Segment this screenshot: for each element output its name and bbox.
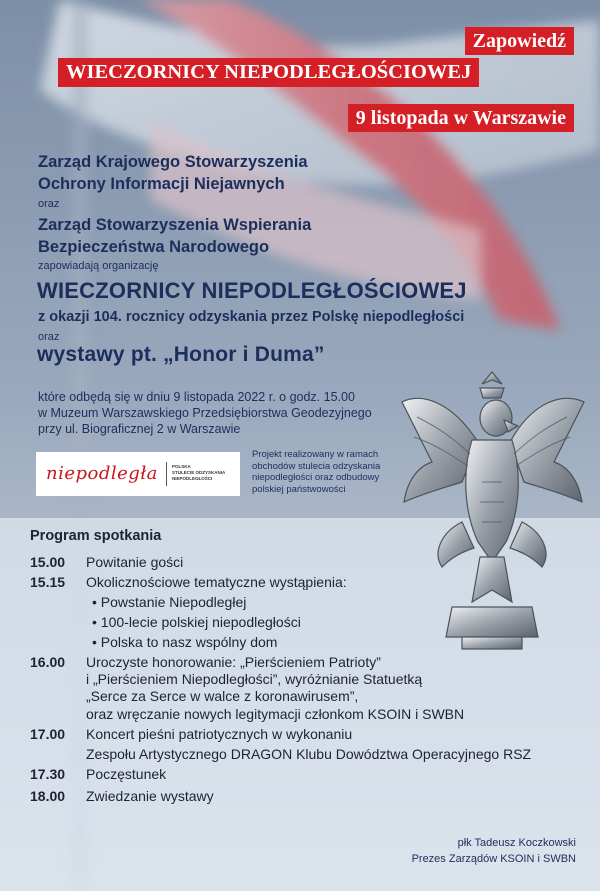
organizer-2-line-2: Bezpieczeństwa Narodowego (38, 238, 270, 256)
bullet-text: 100-lecie polskiej niepodległości (100, 614, 301, 630)
announce-text: zapowiadają organizację (38, 260, 159, 272)
logo-subtitle-3: NIEPODLEGŁOŚCI (172, 476, 213, 481)
organizer-1-line-2: Ochrony Informacji Niejawnych (38, 175, 285, 193)
project-note (252, 449, 380, 495)
program-desc: Powitanie gości (86, 554, 184, 570)
program-desc: Uroczyste honorowanie: „Pierścieniem Patrioty” (86, 654, 381, 670)
program-desc: Okolicznościowe tematyczne wystąpienia: (86, 574, 347, 590)
organizer-1-line-1: Zarząd Krajowego Stowarzyszenia (38, 153, 308, 171)
bullet-text: Polska to nasz wspólny dom (100, 634, 278, 650)
header-announcement: Zapowiedź (465, 27, 574, 55)
logo-divider (166, 462, 167, 486)
project-note-line-3: niepodległości oraz odbudowy (252, 472, 380, 483)
program-bullet: • Powstanie Niepodległej (92, 594, 247, 610)
program-item (30, 554, 183, 570)
conjunction-and-1: oraz (38, 198, 60, 210)
occasion-text: z okazji 104. rocznicy odzyskania przez Polskę niepodległości (38, 309, 465, 325)
project-note-line-1: Projekt realizowany w ramach (252, 449, 379, 460)
program-time: 17.30 (30, 766, 66, 782)
program-continuation: i „Pierścieniem Niepodległości”, wyróżnianie Statuetką (86, 671, 423, 687)
organizer-2-line-1: Zarząd Stowarzyszenia Wspierania (38, 216, 312, 234)
program-continuation: oraz wręczanie nowych legitymacji członkom KSOIN i SWBN (86, 706, 465, 722)
event-address: przy ul. Biograficznej 2 w Warszawie (38, 422, 241, 436)
program-list (30, 554, 590, 814)
header-title: WIECZORNICY NIEPODLEGŁOŚCIOWEJ (58, 58, 479, 87)
program-item (30, 726, 352, 742)
conjunction-and-2: oraz (38, 331, 60, 343)
program-time: 15.15 (30, 574, 66, 590)
program-item (30, 766, 166, 782)
program-continuation: Zespołu Artystycznego DRAGON Klubu Dowództwa Operacyjnego RSZ (86, 746, 532, 762)
exhibition-title: wystawy pt. „Honor i Duma” (37, 343, 325, 366)
program-item (30, 574, 347, 590)
program-item (30, 788, 214, 804)
signature-role: Prezes Zarządów KSOIN i SWBN (411, 853, 576, 865)
project-note-line-4: polskiej państwowości (252, 483, 346, 495)
bullet-text: Powstanie Niepodległej (100, 594, 247, 610)
program-bullet: • 100-lecie polskiej niepodległości (92, 614, 301, 630)
program-desc: Zwiedzanie wystawy (86, 788, 214, 804)
logo-script-text: niepodległa (46, 463, 158, 484)
project-note-line-2: obchodów stulecia odzyskania (252, 460, 381, 472)
program-time: 15.00 (30, 554, 66, 570)
event-venue: w Muzeum Warszawskiego Przedsiębiorstwa Geodezyjnego (38, 406, 372, 420)
program-time: 18.00 (30, 788, 66, 804)
program-desc: Koncert pieśni patriotycznych w wykonaniu (86, 726, 353, 742)
program-continuation: „Serce za Serce w walce z koronawirusem”, (86, 688, 359, 704)
logo-subtitle-2: STULECIE ODZYSKANIA (172, 470, 226, 475)
signature-name: płk Tadeusz Koczkowski (457, 837, 576, 849)
logo-subtitle-1: POLSKA (172, 464, 191, 469)
program-bullet: • Polska to nasz wspólny dom (92, 634, 278, 650)
program-item (30, 654, 381, 670)
header-date-place: 9 listopada w Warszawie (348, 104, 574, 132)
program-time: 16.00 (30, 654, 66, 670)
niepodlegla-logo (36, 452, 240, 496)
event-date-time: które odbędą się w dniu 9 listopada 2022 r. o godz. 15.00 (38, 390, 355, 404)
program-title: Program spotkania (30, 528, 162, 544)
program-time: 17.00 (30, 726, 66, 742)
program-desc: Poczęstunek (86, 766, 167, 782)
event-title: WIECZORNICY NIEPODLEGŁOŚCIOWEJ (37, 278, 467, 303)
